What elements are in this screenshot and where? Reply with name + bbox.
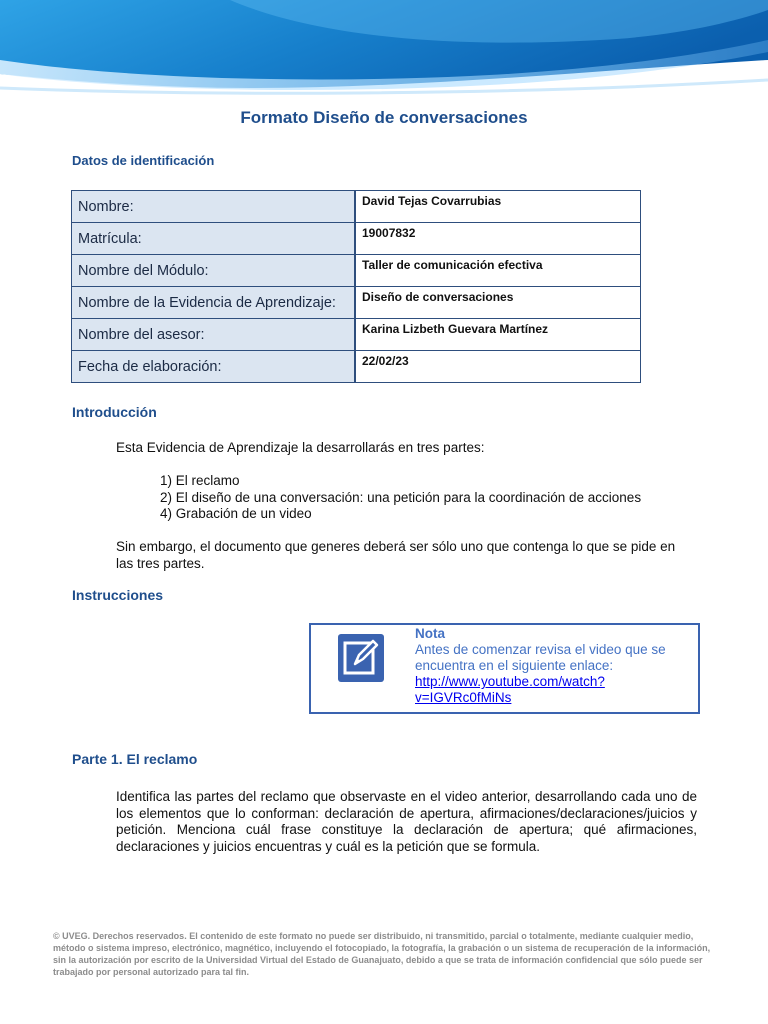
edit-note-icon bbox=[337, 633, 385, 683]
table-row bbox=[72, 351, 641, 383]
table-row bbox=[72, 191, 641, 223]
table-row bbox=[72, 255, 641, 287]
row-label: Nombre: bbox=[72, 191, 356, 223]
list-item: 4) Grabación de un video bbox=[160, 506, 312, 521]
row-label: Nombre de la Evidencia de Aprendizaje: bbox=[72, 287, 356, 319]
intro-lead: Esta Evidencia de Aprendizaje la desarrollarás en tres partes: bbox=[116, 440, 485, 455]
row-label: Fecha de elaboración: bbox=[72, 351, 356, 383]
list-item: 2) El diseño de una conversación: una petición para la coordinación de acciones bbox=[160, 489, 642, 505]
identification-table bbox=[71, 190, 641, 383]
banner-graphic bbox=[0, 0, 768, 96]
note-title: Nota bbox=[415, 626, 445, 641]
page-title: Formato Diseño de conversaciones bbox=[240, 108, 528, 127]
row-label: Matrícula: bbox=[72, 223, 356, 255]
row-value: Taller de comunicación efectiva bbox=[355, 255, 641, 287]
row-label: Nombre del asesor: bbox=[72, 319, 356, 351]
table-row bbox=[72, 223, 641, 255]
video-link[interactable]: http://www.youtube.com/watch?v=IGVRc0fMiNs bbox=[415, 674, 605, 705]
part1-body: Identifica las partes del reclamo que observaste en el video anterior, desarrollando cada uno de los elementos que lo conforman: declaración de apertura, afirmaciones/declaraciones/juicios y petición. Menciona cuál frase constituye la declaración de apertura; qué afirmaciones, declaraciones y juicios encuentras y cuál es la petición que se formula. bbox=[116, 789, 697, 854]
list-item: 1) El reclamo bbox=[160, 473, 240, 488]
note-box bbox=[309, 623, 700, 714]
part1-heading: Parte 1. El reclamo bbox=[72, 751, 198, 767]
identification-heading: Datos de identificación bbox=[72, 153, 215, 168]
row-value: Karina Lizbeth Guevara Martínez bbox=[355, 319, 641, 351]
note-content bbox=[415, 626, 685, 706]
row-value: 19007832 bbox=[355, 223, 641, 255]
note-text: Antes de comenzar revisa el video que se encuentra en el siguiente enlace: bbox=[415, 642, 666, 673]
row-value: Diseño de conversaciones bbox=[355, 287, 641, 319]
copyright-footer: © UVEG. Derechos reservados. El contenido de este formato no puede ser distribuido, ni transmitido, parcial o totalmente, mediante cualquier medio, método o sistema impreso, electrónico, magnético, incluyendo el fotocopiado, la fotografía, la grabación o un sistema de recuperación de la información, sin la autorización por escrito de la Universidad Virtual del Estado de Guanajuato, debido a que se trata de información confidencial que sólo puede ser trabajado por personal autorizado para tal fin. bbox=[53, 931, 711, 977]
row-value: David Tejas Covarrubias bbox=[355, 191, 641, 223]
header-banner bbox=[0, 0, 768, 96]
row-value: 22/02/23 bbox=[355, 351, 641, 383]
intro-closing: Sin embargo, el documento que generes deberá ser sólo uno que contenga lo que se pide en las tres partes. bbox=[116, 539, 676, 571]
instructions-heading: Instrucciones bbox=[72, 587, 164, 603]
intro-list bbox=[160, 473, 641, 523]
row-label: Nombre del Módulo: bbox=[72, 255, 356, 287]
table-row bbox=[72, 287, 641, 319]
intro-heading: Introducción bbox=[72, 404, 157, 420]
table-row bbox=[72, 319, 641, 351]
